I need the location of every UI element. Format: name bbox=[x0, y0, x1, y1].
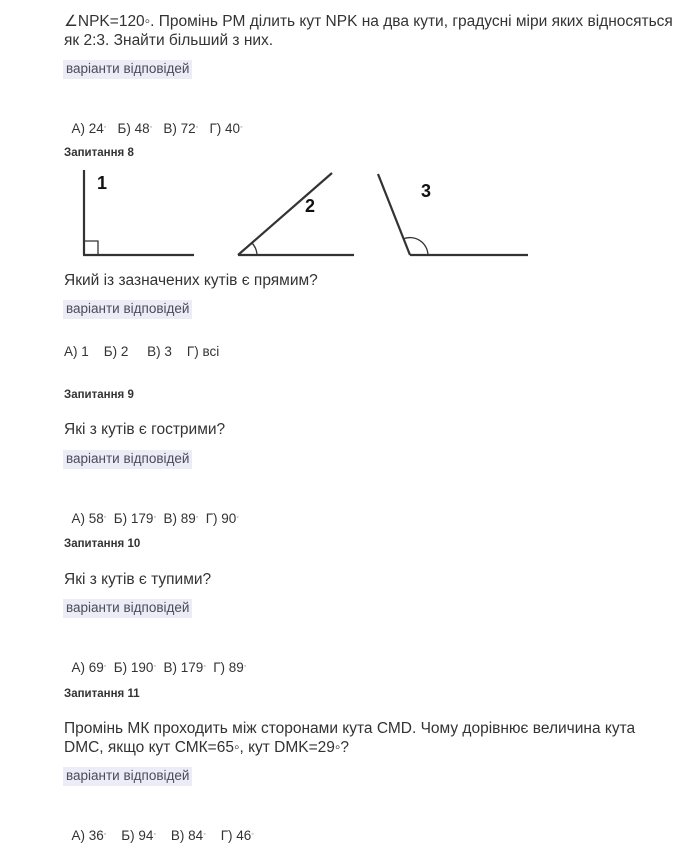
q11-answer-b[interactable]: Б) 94◦ bbox=[121, 828, 156, 843]
q10-answers bbox=[64, 643, 246, 676]
q9-answer-c[interactable]: В) 89◦ bbox=[163, 511, 199, 526]
q10-answer-b[interactable]: Б) 190◦ bbox=[113, 660, 156, 675]
angle-3-obtuse bbox=[378, 174, 528, 255]
q10-variants-label[interactable]: варіанти відповідей bbox=[63, 599, 192, 618]
q9-variants-label[interactable]: варіанти відповідей bbox=[63, 450, 192, 469]
q7-text-line1: ∠NPK=120◦. Промінь PM ділить кут NPK на два кути, градусні міри яких відносяться bbox=[64, 13, 673, 30]
q7-answer-a[interactable]: А) 24◦ bbox=[71, 121, 107, 136]
angle-1-right bbox=[83, 170, 194, 255]
q11-text-line2: DMC, якщо кут СМК=65◦, кут DMK=29◦? bbox=[64, 739, 350, 756]
q7-text-line2: як 2:3. Знайти більший з них. bbox=[64, 32, 274, 49]
angle-2-acute bbox=[238, 173, 354, 255]
q9-header: Запитання 9 bbox=[64, 389, 134, 401]
q11-header: Запитання 11 bbox=[64, 688, 140, 700]
q8-variants-label[interactable]: варіанти відповідей bbox=[63, 300, 192, 319]
q8-answers[interactable]: А) 1 Б) 2 В) 3 Г) всі bbox=[64, 344, 220, 359]
q9-text: Які з кутів є гострими? bbox=[64, 421, 226, 438]
q10-text: Які з кутів є тупими? bbox=[64, 571, 212, 588]
q7-answer-b[interactable]: Б) 48◦ bbox=[117, 121, 153, 136]
q7-answer-c[interactable]: В) 72◦ bbox=[163, 121, 199, 136]
q7-answers bbox=[64, 104, 243, 137]
q8-angles-figure bbox=[60, 166, 540, 262]
q11-text-line1: Промінь МК проходить між сторонами кута СМD. Чому дорівнює величина кута bbox=[64, 720, 636, 737]
q7-variants-label[interactable]: варіанти відповідей bbox=[63, 60, 192, 79]
q9-answers bbox=[64, 494, 239, 527]
q11-answer-a[interactable]: А) 36◦ bbox=[71, 828, 107, 843]
q10-header: Запитання 10 bbox=[64, 538, 141, 550]
q10-answer-d[interactable]: Г) 89◦ bbox=[213, 660, 247, 675]
q9-answer-a[interactable]: А) 58◦ bbox=[71, 511, 107, 526]
q8-text: Який із зазначених кутів є прямим? bbox=[64, 272, 318, 289]
q8-header: Запитання 8 bbox=[64, 147, 134, 159]
q9-answer-b[interactable]: Б) 179◦ bbox=[113, 511, 156, 526]
q10-answer-a[interactable]: А) 69◦ bbox=[71, 660, 107, 675]
angle-1-label: 1 bbox=[97, 173, 108, 193]
q11-answer-d[interactable]: Г) 46◦ bbox=[220, 828, 254, 843]
q11-variants-label[interactable]: варіанти відповідей bbox=[63, 767, 192, 786]
angle-2-label: 2 bbox=[305, 196, 316, 216]
q7-answer-d[interactable]: Г) 40◦ bbox=[209, 121, 243, 136]
q10-answer-c[interactable]: В) 179◦ bbox=[163, 660, 206, 675]
q11-answers bbox=[64, 811, 254, 844]
q11-answer-c[interactable]: В) 84◦ bbox=[170, 828, 206, 843]
q9-answer-d[interactable]: Г) 90◦ bbox=[205, 511, 239, 526]
angle-3-label: 3 bbox=[421, 181, 432, 201]
